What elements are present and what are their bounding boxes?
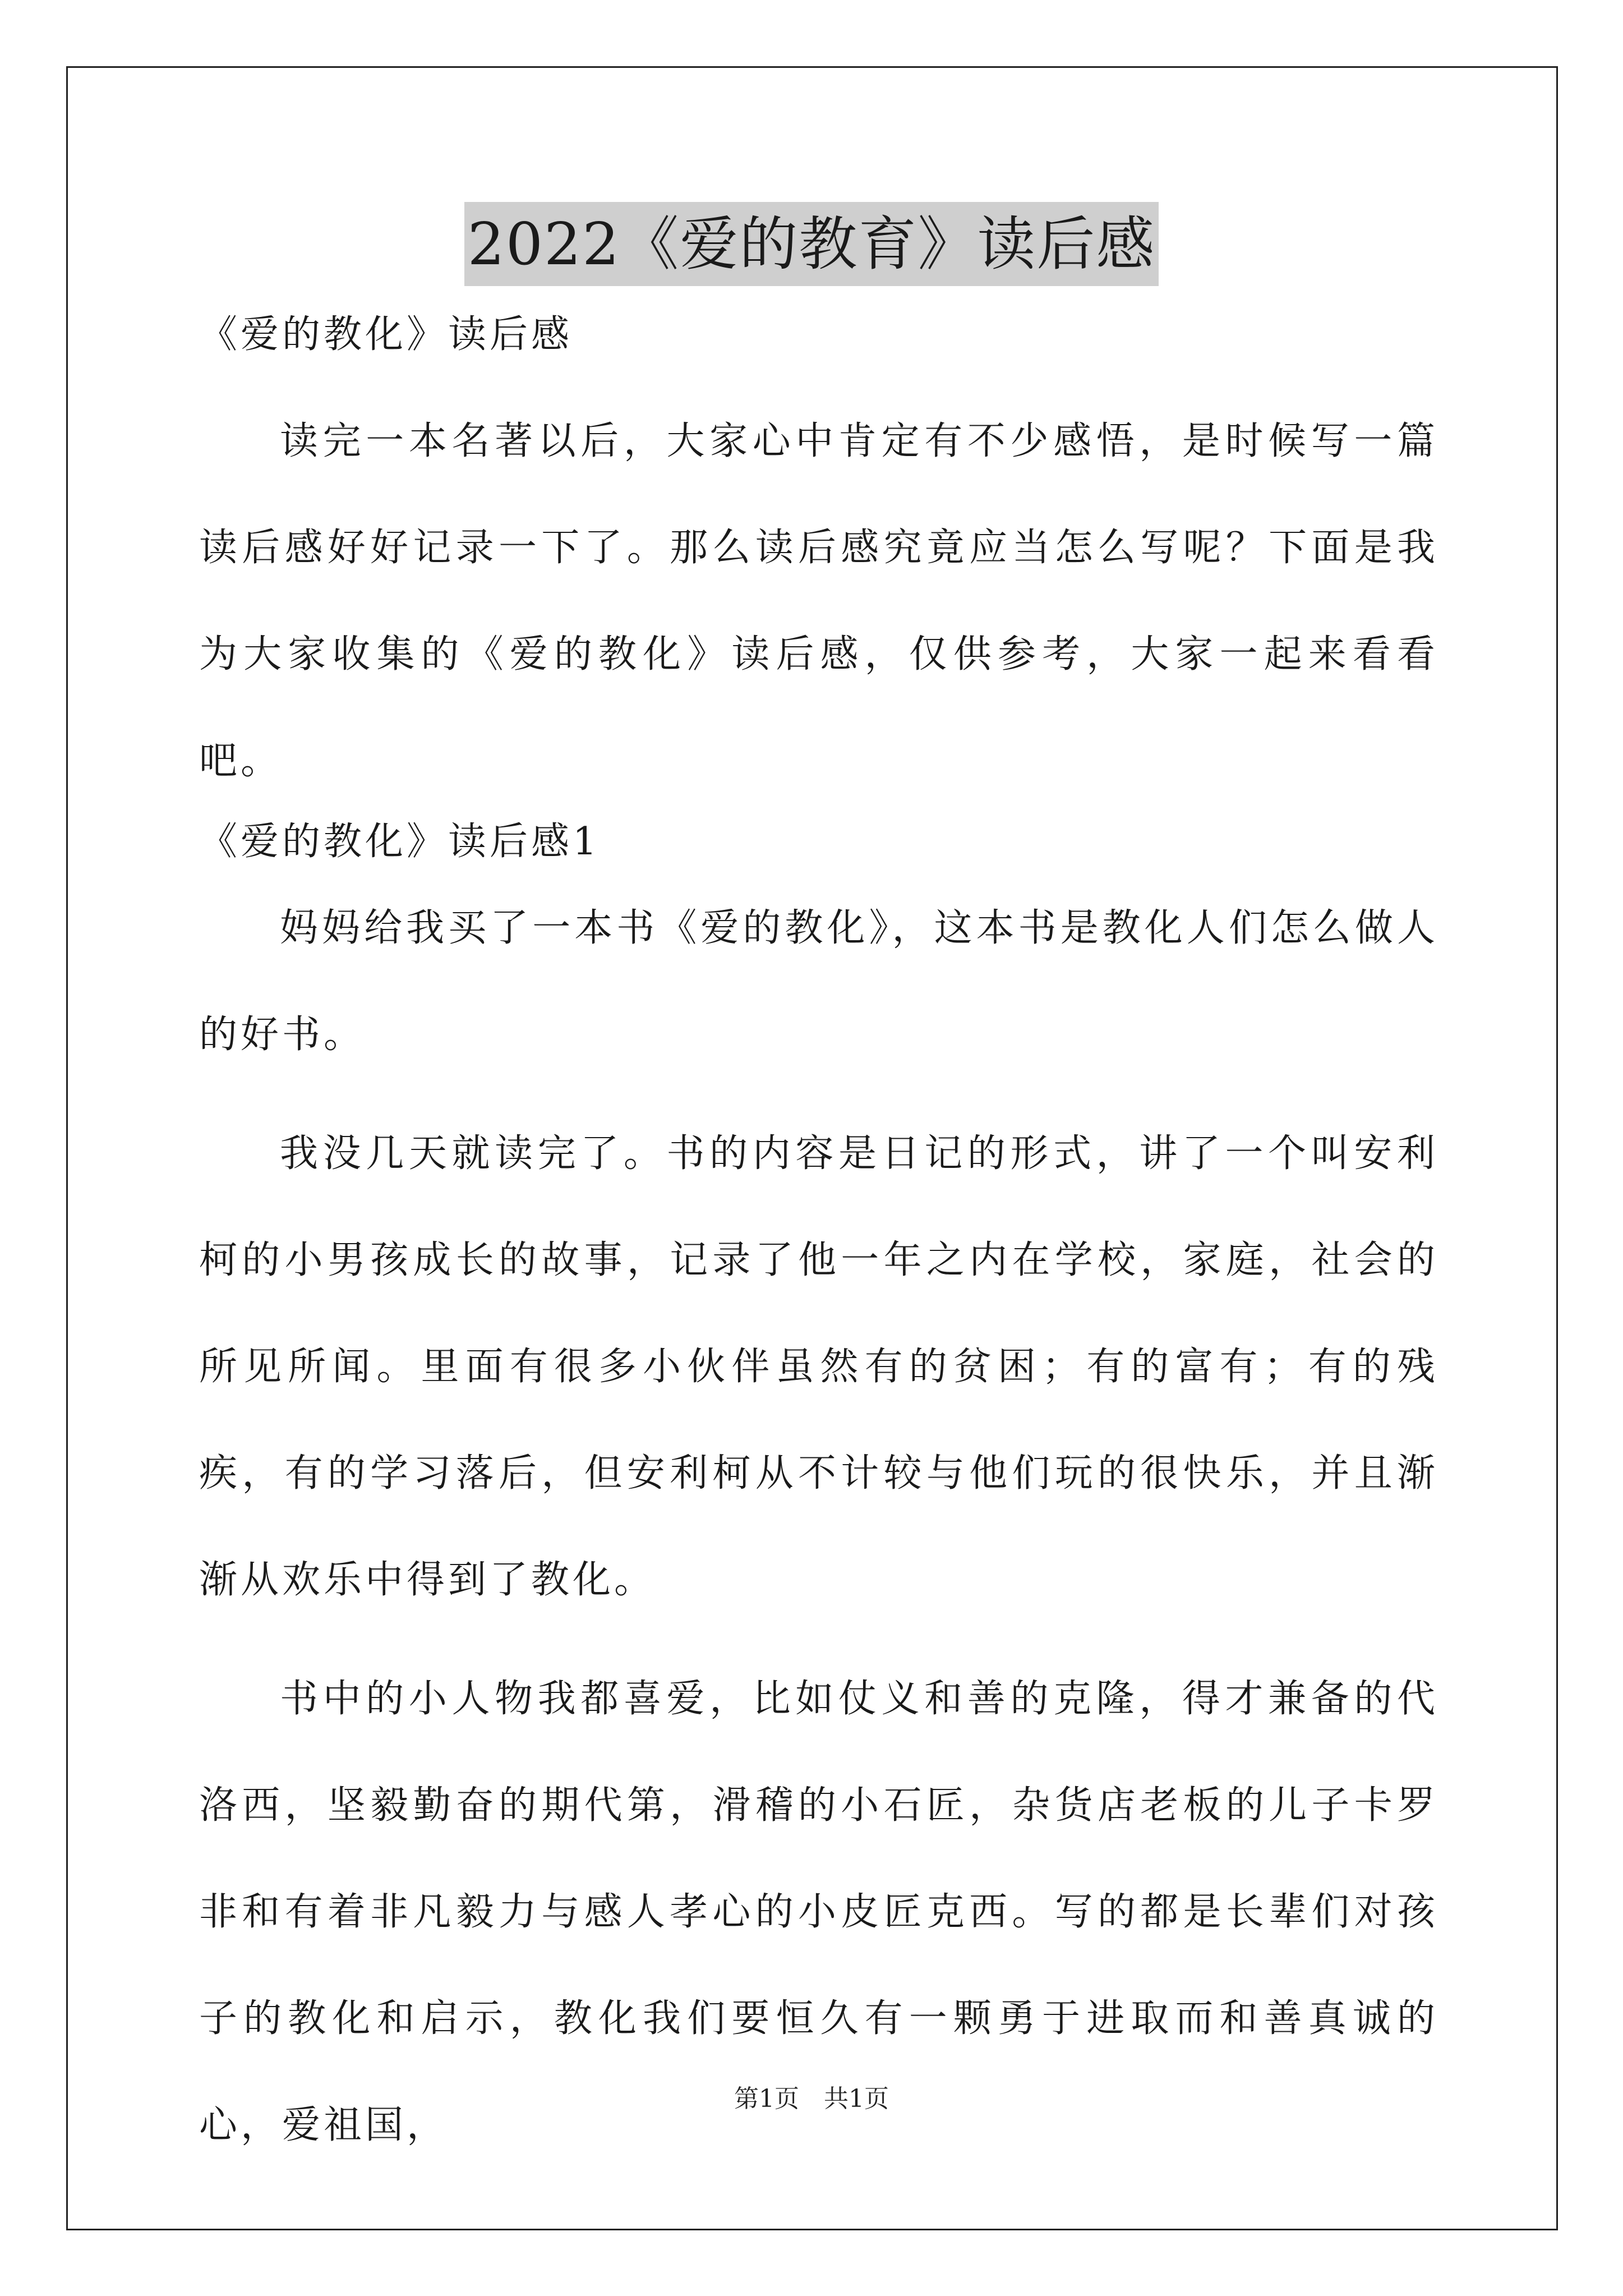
page-footer: 第1页 共1页 [734, 2085, 889, 2113]
intro-paragraph: 读完一本名著以后，大家心中肯定有不少感悟，是时候写一篇读后感好好记录一下了。那么读后感究竟应当怎么写呢？下面是我为大家收集的《爱的教化》读后感，仅供参考，大家一起来看看吧。 [199, 419, 1438, 783]
section-heading: 《爱的教化》读后感1 [199, 820, 601, 864]
body-paragraph-1: 妈妈给我买了一本书《爱的教化》，这本书是教化人们怎么做人的好书。 [199, 906, 1438, 1057]
body-paragraph-3: 书中的小人物我都喜爱，比如仗义和善的克隆，得才兼备的代洛西，坚毅勤奋的期代第，滑稽的小石匠，杂货店老板的儿子卡罗非和有着非凡毅力与感人孝心的小皮匠克西。写的都是长辈们对孩子的教化和启示，教化我们要恒久有一颗勇于进取而和善真诚的心，爱祖国， [199, 1677, 1438, 2147]
document-title: 2022《爱的教育》读后感 [464, 202, 1159, 286]
document-body [199, 309, 1438, 2191]
body-paragraph-2: 我没几天就读完了。书的内容是日记的形式，讲了一个叫安利柯的小男孩成长的故事，记录了他一年之内在学校，家庭，社会的所见所闻。里面有很多小伙伴虽然有的贫困；有的富有；有的残疾，有的学习落后，但安利柯从不计较与他们玩的很快乐，并且渐渐从欢乐中得到了教化。 [199, 1131, 1438, 1602]
subtitle: 《爱的教化》读后感 [199, 312, 573, 357]
title-container [0, 202, 1623, 286]
